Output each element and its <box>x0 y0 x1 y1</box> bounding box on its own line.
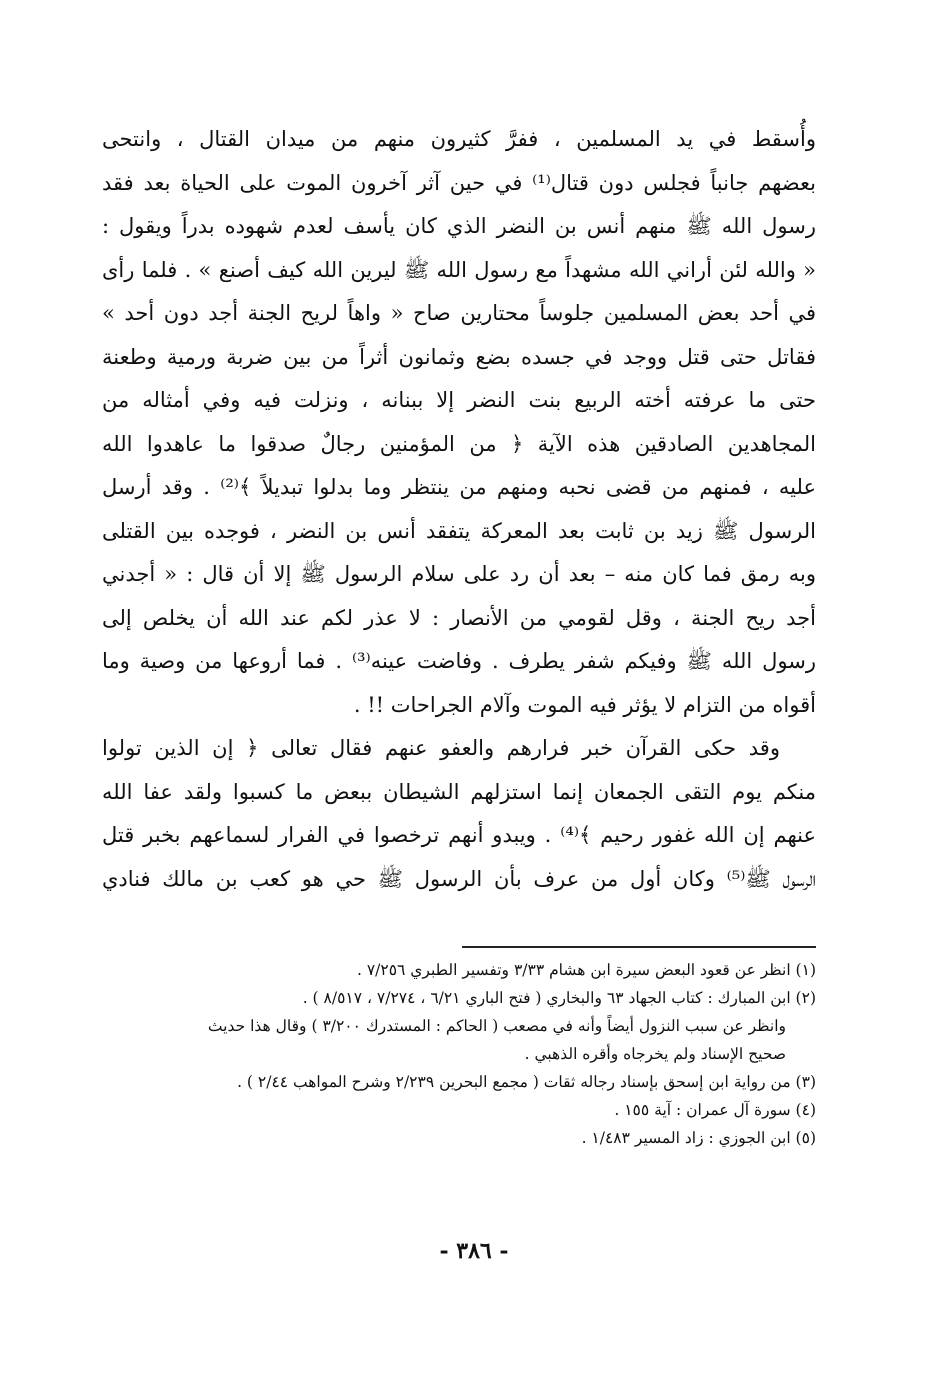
footnote-line: وانظر عن سبب النزول أيضاً وأنه في مصعب ( الحاكم : المستدرك ٣/٢٠٠ ) وقال هذا حديث <box>207 1017 786 1035</box>
footnote-line: (٣) من رواية ابن إسحق بإسناد رجاله ثقات ( مجمع البحرين ٢/٢٣٩ وشرح المواهب ٢/٤٤ ) . <box>237 1073 816 1091</box>
text-line: عليه ، فمنهم من قضى نحبه ومنهم من ينتظر وما بدلوا تبديلاً ﴾⁽²⁾ . وقد أرسل <box>102 475 816 499</box>
text-line: رسول الله ﷺ وفيكم شفر يطرف . وفاضت عينه⁽³⁾ . فما أروعها من وصية وما <box>102 649 816 673</box>
text-line: فقاتل حتى قتل ووجد في جسده بضع وثمانون أثراً من بين ضربة ورمية وطعنة <box>102 344 816 369</box>
footnote-line: (١) انظر عن قعود البعض سيرة ابن هشام ٣/٣٣ وتفسير الطبري ٧/٢٥٦ . <box>356 961 816 979</box>
text-line: الرسول ﷺ⁽⁵⁾ وكان أول من عرف بأن الرسول ﷺ حي هو كعب بن مالك فنادي <box>102 866 816 891</box>
text-line: في أحد بعض المسلمين جلوساً محتارين صاح « واهاً لريح الجنة أجد دون أحد » <box>102 301 816 325</box>
page-number: - ٣٨٦ - <box>439 1238 509 1264</box>
text-line: أقواه من التزام لا يؤثر فيه الموت وآلام الجراحات !! . <box>353 692 816 717</box>
text-line: وبه رمق فما كان منه – بعد أن رد على سلام الرسول ﷺ إلا أن قال : « أجدني <box>102 562 816 586</box>
footnote-line: (٤) سورة آل عمران : آية ١٥٥ . <box>614 1101 816 1119</box>
text-line: « والله لئن أراني الله مشهداً مع رسول الله ﷺ ليرين الله كيف أصنع » . فلما رأى <box>102 257 816 282</box>
footnote-separator <box>462 946 816 948</box>
footnotes <box>102 956 816 1152</box>
text-line: حتى ما عرفته أخته الربيع بنت النضر إلا ببنانه ، ونزلت فيه وفي أمثاله من <box>102 388 816 412</box>
footnote-line: (٢) ابن المبارك : كتاب الجهاد ٦٣ والبخاري ( فتح الباري ٦/٢١ ، ٧/٢٧٤ ، ٨/٥١٧ ) . <box>302 989 816 1007</box>
text-line: المجاهدين الصادقين هذه الآية ﴿ من المؤمنين رجالٌ صدقوا ما عاهدوا الله <box>102 431 816 456</box>
text-line: وأُسقط في يد المسلمين ، ففرَّ كثيرون منهم من ميدان القتال ، وانتحى <box>102 127 816 151</box>
text-line: عنهم إن الله غفور رحيم ﴾⁽⁴⁾ . ويبدو أنهم ترخصوا في الفرار لسماعهم بخبر قتل <box>102 823 816 847</box>
text-line: الرسول ﷺ زيد بن ثابت بعد المعركة يتفقد أنس بن النضر ، فوجده بين القتلى <box>102 518 816 543</box>
text-line: منكم يوم التقى الجمعان إنما استزلهم الشيطان ببعض ما كسبوا ولقد عفا الله <box>102 779 816 804</box>
text-line: أجد ريح الجنة ، وقل لقومي من الأنصار : لا عذر لكم عند الله أن يخلص إلى <box>102 605 816 630</box>
main-text <box>102 118 816 901</box>
text-line: بعضهم جانباً فجلس دون قتال⁽¹⁾ في حين آثر آخرون الموت على الحياة بعد فقد <box>102 170 816 195</box>
text-line: رسول الله ﷺ منهم أنس بن النضر الذي كان يأسف لعدم شهوده بدراً ويقول : <box>102 214 816 238</box>
text-line: وقد حكى القرآن خبر فرارهم والعفو عنهم فقال تعالى ﴿ إن الذين تولوا <box>102 736 780 760</box>
footnote-line: صحيح الإسناد ولم يخرجاه وأقره الذهبي . <box>524 1045 786 1063</box>
footnote-line: (٥) ابن الجوزي : زاد المسير ١/٤٨٣ . <box>581 1129 816 1147</box>
